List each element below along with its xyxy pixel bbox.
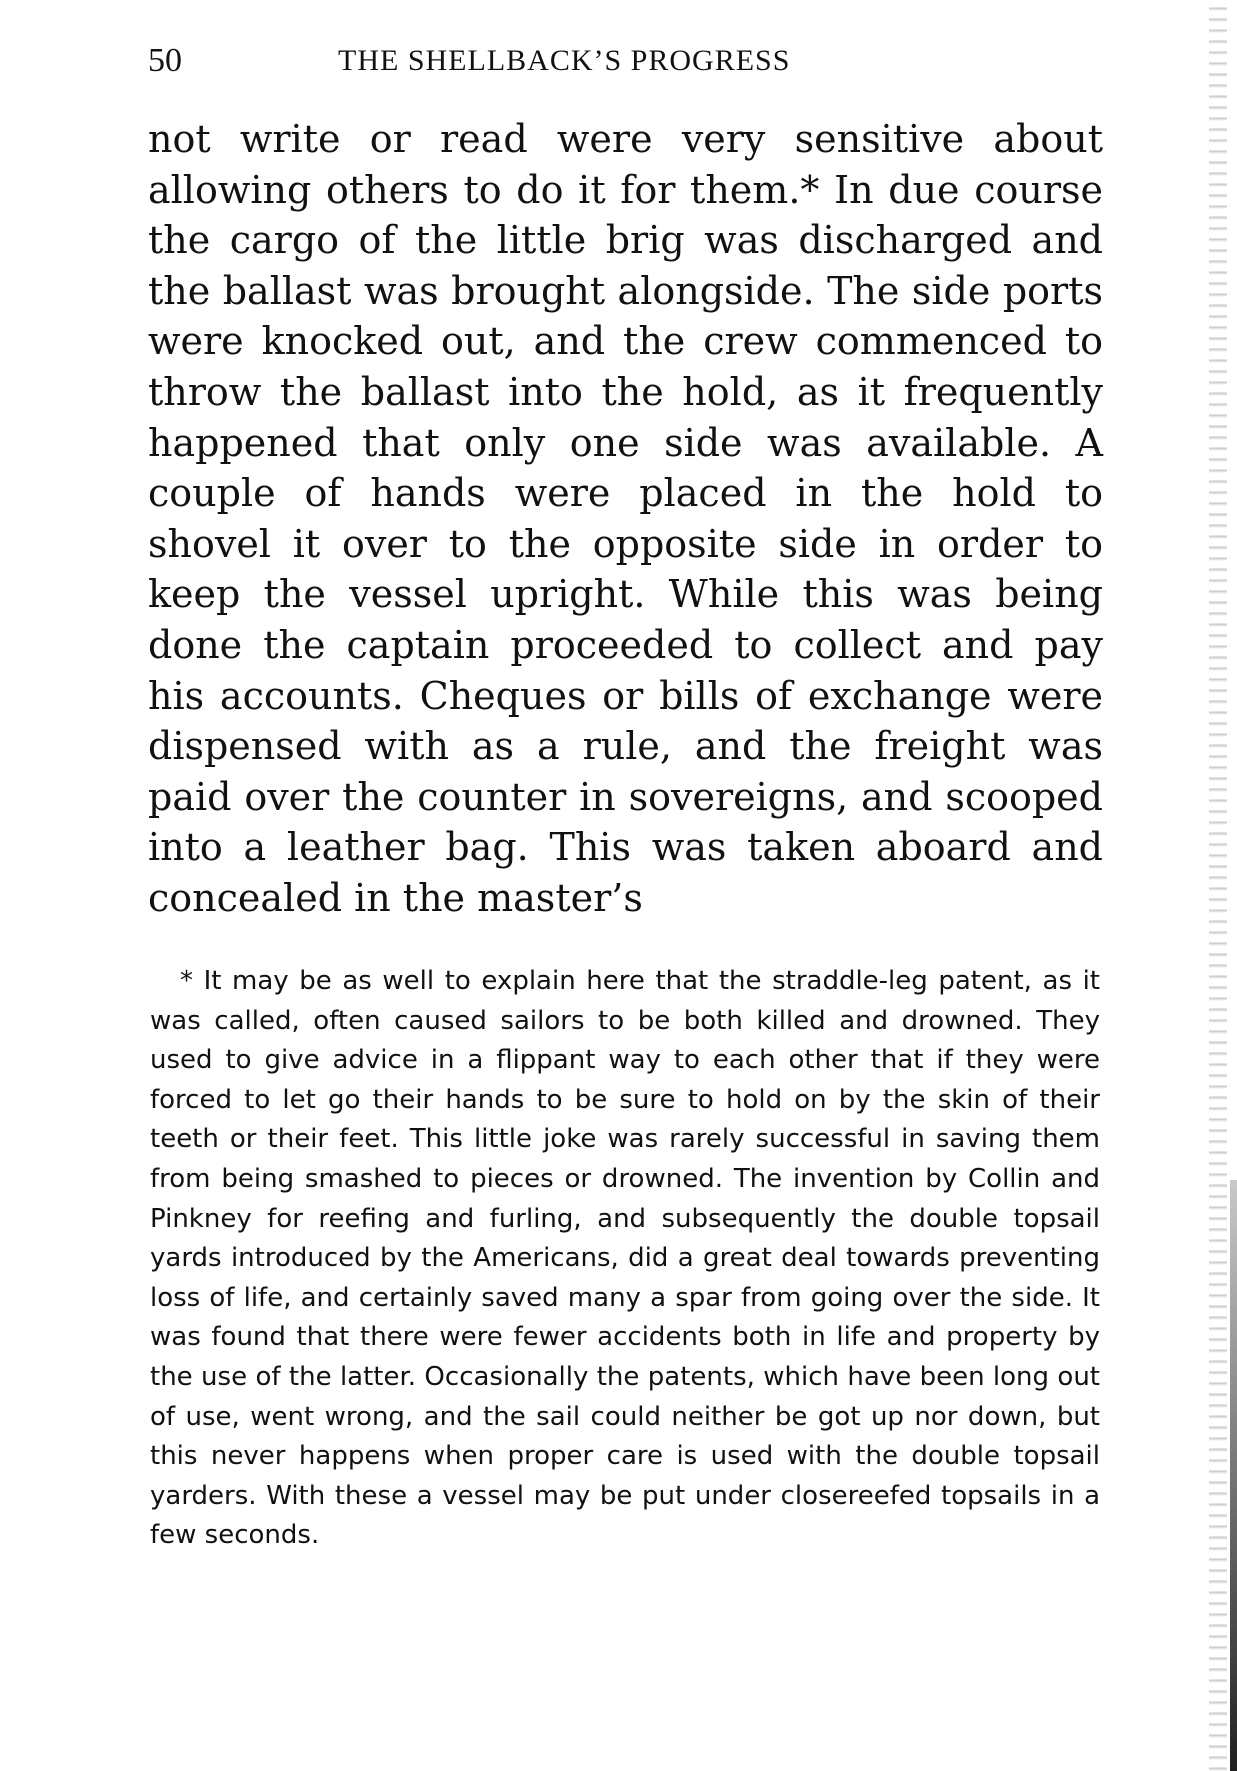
page-header	[148, 36, 908, 86]
running-title: THE SHELLBACK’S PROGRESS	[338, 44, 791, 77]
footnote-text: * It may be as well to explain here that the straddle-leg patent, as it was called, often caused sailors to be both killed and drowned. They used to give advice in a flippant way to each other that if they were forced to let go their hands to be sure to hold on by the skin of their teeth or their feet. This little joke was rarely successful in saving them from being smashed to pieces or drowned. The invention by Collin and Pinkney for reefing and furling, and subsequently the double topsail yards introduced by the Americans, did a great deal towards preventing loss of life, and certainly saved many a spar from going over the side. It was found that there were fewer accidents both in life and property by the use of the latter. Occasionally the patents, which have been long out of use, went wrong, and the sail could neither be got up nor down, but this never happens when proper care is used with the double topsail yarders. With these a vessel may be put under closereefed topsails in a few seconds.	[150, 966, 1100, 1551]
main-body-text: not write or read were very sensitive about allowing others to do it for them.* In due course the cargo of the little brig was discharged and the ballast was brought alongside. The side ports were knocked out, and the crew commenced to throw the ballast into the hold, as it frequently happened that only one side was available. A couple of hands were placed in the hold to shovel it over to the opposite side in order to keep the vessel upright. While this was being done the captain proceeded to collect and pay his accounts. Cheques or bills of exchange were dispensed with as a rule, and the freight was paid over the counter in sovereigns, and scooped into a leather bag. This was taken aboard and concealed in the master’s	[148, 117, 1103, 920]
page-number: 50	[148, 42, 182, 79]
scan-edge-dark	[1230, 1180, 1237, 1771]
scan-edge-shadow	[1209, 0, 1227, 1771]
